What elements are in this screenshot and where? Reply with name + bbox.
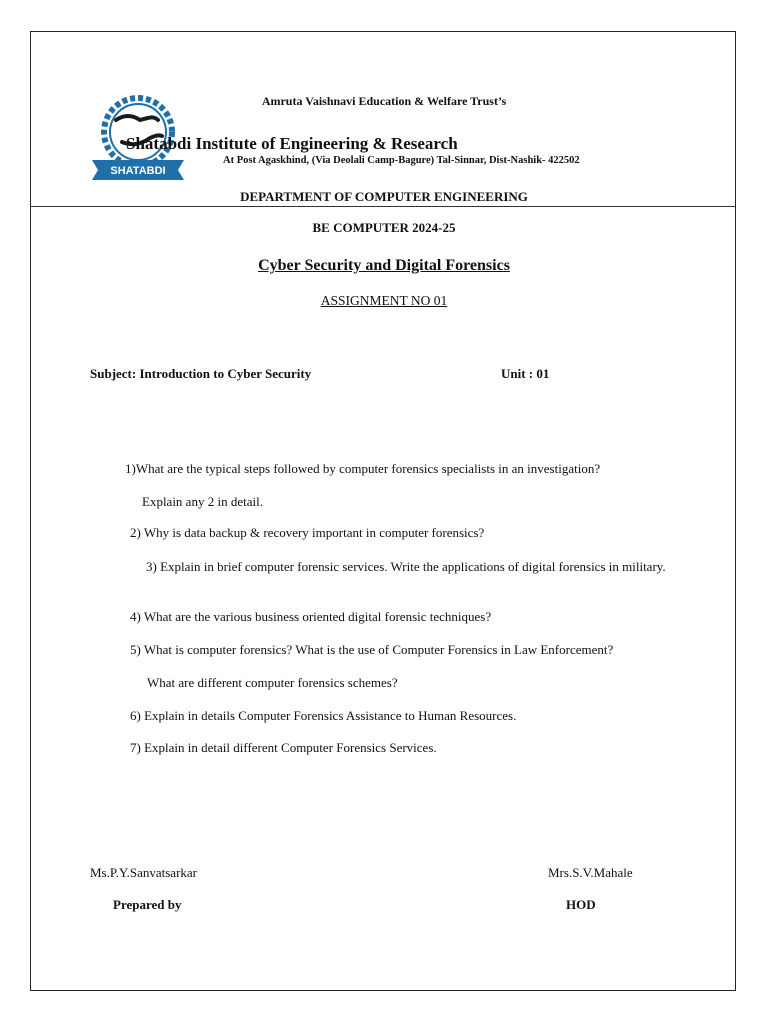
course-year: BE COMPUTER 2024-25 bbox=[312, 220, 456, 235]
assignment-number: ASSIGNMENT NO 01 bbox=[320, 293, 448, 308]
logo-text: SHATABDI bbox=[110, 165, 166, 177]
question-3: 3) Explain in brief computer forensic services. Write the applications of digital forensics in military. bbox=[146, 559, 666, 574]
institute-name: Shatabdi Institute of Engineering & Research bbox=[126, 134, 458, 153]
hod-name: Mrs.S.V.Mahale bbox=[548, 865, 633, 880]
unit-label: Unit : 01 bbox=[501, 366, 550, 381]
header-divider bbox=[30, 206, 736, 207]
question-1-continued: Explain any 2 in detail. bbox=[142, 494, 263, 509]
question-4: 4) What are the various business oriented digital forensic techniques? bbox=[130, 609, 492, 624]
course-title: Cyber Security and Digital Forensics bbox=[258, 257, 510, 274]
question-7: 7) Explain in detail different Computer Forensics Services. bbox=[130, 740, 437, 755]
department-name: DEPARTMENT OF COMPUTER ENGINEERING bbox=[240, 189, 528, 204]
question-6: 6) Explain in details Computer Forensics Assistance to Human Resources. bbox=[130, 708, 517, 723]
question-2: 2) Why is data backup & recovery important in computer forensics? bbox=[130, 525, 485, 540]
subject-label: Subject: Introduction to Cyber Security bbox=[90, 366, 312, 381]
question-5-continued: What are different computer forensics schemes? bbox=[147, 675, 398, 690]
institute-address: At Post Agaskhind, (Via Deolali Camp-Bagure) Tal-Sinnar, Dist-Nashik- 422502 bbox=[223, 155, 580, 166]
trust-name: Amruta Vaishnavi Education & Welfare Trust’s bbox=[261, 94, 507, 108]
question-1: 1)What are the typical steps followed by computer forensics specialists in an investigation? bbox=[125, 461, 601, 476]
hod-role: HOD bbox=[566, 897, 596, 912]
question-5: 5) What is computer forensics? What is the use of Computer Forensics in Law Enforcement? bbox=[130, 642, 614, 657]
preparer-name: Ms.P.Y.Sanvatsarkar bbox=[90, 865, 198, 880]
preparer-role: Prepared by bbox=[113, 897, 182, 912]
